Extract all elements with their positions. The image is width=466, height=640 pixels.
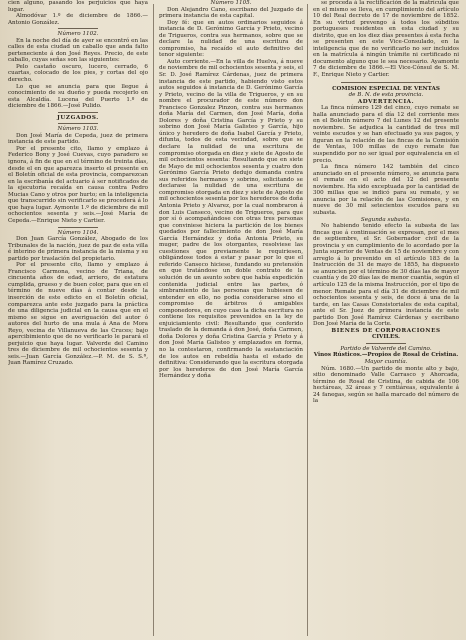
paragraph: Don José María de Cepeda, juez de primera instancia de este partido. (8, 132, 148, 146)
section-subheading: Segunda subasta. (360, 216, 412, 223)
paragraph: Don Juan García González, Abogado de los Tribunales de la nación, juez de paz de esta villa é interino de primera instancia de la misma y su partido por traslación del propietario. (8, 236, 148, 262)
section-subheading: Partido de Valverde del Camino. (340, 345, 432, 352)
paragraph: Por el presente cito, llamo y emplazo á Francisco Carmona, vecino de Triana, de cincuenta años de edad, arriero, de estatura cumplida, grueso y de buen color, para que en el término de nueve días á contar desde la inserción de este edicto en el Boletín oficial, comparezca ante este juzgado para la práctica de una diligencia judicial en la causa que en el mismo se sigue en averiguación del autor ó autores del hurto de una mula á Ana de Mora Reyo, vecina de Villanueva de las Cruces; bajo apercibimiento que de no verificarlo le parará el perjuicio que haya lugar. Valverde del Camino tres de diciembre de mil ochocientos sesenta y seis.—Juan García González.—P. M. de S. S.ª, Juan Ramírez Cruzado. (8, 262, 148, 367)
section-heading: COMISION ESPECIAL DE VENTAS (332, 85, 440, 92)
paragraph: La finca número 129 del cinco, cuyo remate se halla anunciado para el día 12 del corriente mes en el Boletín número 7 del Lunes 12 del presente noviembre. Se adjudica la cantidad de tres mil veinte escudos y se han efectuado ya sus pagos, y figuran en la relación de las fincas de la Comisión de Ventas, 100 millas de cuyo remate fue suspendido por no ser igual por equivalencia en el precio. (313, 105, 459, 164)
section-heading: BIENES DE CORPORACIONES (331, 327, 441, 334)
column-left (8, 0, 148, 640)
paragraph: No habiendo tenido efecto la subasta de las fincas que á continuación se expresan, por el mes de septiembre, el Sr. Gobernador civil de la provincia y en cumplimiento de lo acordado por la Junta superior de Ventas de 15 de noviembre y con arreglo á lo prevenido en el artículo 183 de la Instrucción de 31 de mayo de 1855, ha dispuesto se anuncien por el término de 30 días las de mayor cuantía y de 20 días las de menor cuantía, según el artículo 125 de la misma Instrucción, por el tipo de menor. Remate para el día 31 de diciembre de mil ochocientos sesenta y seis, de doce á una de la tarde, en las Casas Consistoriales de esta capital, ante el Sr. Juez de primera instancia de este partido Don José Ramírez Cárdenas y escribano Don José María de la Corte. (313, 223, 459, 328)
paragraph: Pelo castaño oscuro, lucero, cerrado, 6 cuartas, colocado de los pies, y cortas del ojo derecho. (8, 63, 148, 84)
paragraph: se proceda á la rectificación de la matrícula que en el mismo se lleva, en cumplimiento del artículo 10 del Real decreto de 17 de noviembre de 1852. En su virtud prevengo á todos los súbditos portugueses residentes en esta ciudad y su distrito, que en los diez días presentes á esta fecha se presenten en este Vice-Consulado, en la inteligencia que de no verificarlo no ser incluidos en la matrícula á ningún trámite ni certificado ni documento alguno que le sea necesario. Ayamonte 7 de diciembre de 1866.—El Vice-Cónsul de S. M. F., Enrique Nieto y Cartier. (313, 0, 459, 79)
notice-number: Número 1102. (57, 31, 99, 38)
notice-number: Número 1105. (210, 0, 252, 6)
divider (341, 82, 431, 83)
paragraph: cien alguno, pasando los perjuicios que haya lugar. (8, 0, 148, 13)
section-subheading: de B. N. de esta provincia. (348, 92, 424, 99)
divider (58, 112, 98, 113)
divider (366, 343, 406, 344)
section-subheading: Vinos Rústicos.—Propios de Rosal de Cristina. (313, 352, 459, 359)
paragraph: Almodóvar 1.º de diciembre de 1866.—Antonio González. (8, 13, 148, 26)
section-subheading: Mayor cuantía. (364, 358, 408, 365)
paragraph: Doy fé: que en autos ordinarios seguidos á instancia de D. Gerónimo García y Prieto, vecino de Trigueros, contra sus hermanos, sobre que se declare la nulidad de una escritura de compromiso, ha recaído el auto definitivo del tenor siguiente: (159, 19, 303, 59)
section-heading: JUZGADOS. (57, 114, 99, 121)
paragraph: Don Alejandro Cano, escribano del Juzgado de primera instancia de esta capital. (159, 6, 303, 20)
section-heading: ADVERTENCIA. (357, 98, 415, 105)
paragraph: Lo que se anuncia para que llegue á conocimiento de su dueño y pueda recojerlo en esta Alcaldía. Lucena del Puerto 1.º de diciembre de 1866.—José Pulido. (8, 83, 148, 110)
paragraph: En la noche del día de ayer se encontró en las calles de esta ciudad un caballo que anda falto perteneciente á don José Reyes. Precio, de este caballo, cuyas señas son las siguientes: (8, 37, 148, 64)
paragraph: Núm. 1680.—Un partido de monte alto y bajo, sitio denominado Valle Carrasco y Ahorcada, término de Rosal de Cristina, de cabida de 106 hectáreas, 32 áreas y 7 centiáreas, equivalente á 24 fanegas, según se halla marcado del número de la (313, 365, 459, 405)
paragraph: Por el presente cito, llamo y emplazo á Federico Bony y José Cuevas, cuyo paradero se ignora, á fin de que en el término de treinta días, desde el en que aparezca inserto el presente en el Boletín oficial de esta provincia, comparezcan en la escribanía del actuario á ser notificados de la ejecutoria recaída en causa contra Pedro Mucias Cano y otros por hurto; en la inteligencia que transcurrido sin verificarlo se procederá á lo que haya lugar. Aymonte 1.º de diciembre de mil ochocientos sesenta y seis.—José María de Cepeda.—Enrique Nieto y Cartier. (8, 145, 148, 224)
paragraph: Auto corriente.—En la villa de Huelva, á nueve de noviembre de mil ochocientos sesenta y seis, el Sr. D. José Ramírez Cárdenas, juez de primera instancia de este partido, habiendo visto estos autos seguidos á instancia de D. Gerónimo García y Prieto, vecino de la villa de Trigueros, y en su nombre el procurador de este número don Francisco Gonzalez Pinzon, contra sus hermanos doña María del Carmen, don José María, doña Dolores y doña Cristina García y Prieto y su sobrino don José María Galisteo y García, hijo único y heredero de doña Isabel García y Prieto, difunta, todos de esta vecindad, sobre que se declare la nulidad de una escritura de compromiso otorgada en diez y siete de Agosto de mil ochocientos sesenta: Resultando que en siete de Mayo de mil ochocientos sesenta y cuatro don Gerónimo García Prieto dedujo demanda contra sus referidos hermanos y sobrino, solicitando se declarase la nulidad de una escritura de compromiso otorgada en diez y siete de Agosto de mil ochocientos sesenta por los herederos de doña Antonia Prieto y Alvarez, por la cual nombraron á don Luis Canseco, vecino de Trigueros, para que por sí ó acompañándose con otras tres personas que conviniese hiciera la partición de los bienes quedados por fallecimiento de don José María García Hernández y doña Antonia Prieto, su muger, padre de los otorgantes, resolviese las cuestiones que previamente le requiriesen, obligándose todos á estar y pasar por lo que el referido Canseco hiciese, fundando su pretensión en que tratándose un doble contrato de la solución de un asunto sobre que había expedición contenida judicial entre las partes, ó simbramiento de las personas que hubiesen de entender en ello, no podia considerarse sino el compromiso de árbitros ó amigables componedores, en cuyo caso la dicha escritura no contiene los requisitos prevenidos en la ley de enjuiciamiento civil: Resultando que conferido traslado de la demanda á don José, doña Carmen, doña Dolores y doña Cristina García y Prieto y á don José María Galisteo y emplazados en forma, no la contestaron, confirmando la sustanciación de los autos en rebeldía hasta el estado de definitiva: Considerando que la escritura otorgada por los herederos de don José María García Hernández y doña (159, 58, 303, 380)
notice-number: Número 1103. (57, 126, 99, 133)
notice-number: Número 1104. (57, 229, 99, 236)
divider (58, 123, 98, 124)
column-rule (153, 4, 154, 636)
divider (58, 28, 98, 29)
divider (58, 227, 98, 228)
paragraph: La finca número 142 también del cinco anunciado en el presente número, se anuncia para el remate en el acto del 12 del presente noviembre. Ha sido exceptuada por la cantidad de 300 millas que se indicó para su remate, y se anuncia por la relación de las Comisiones, y en nueve de 30 mil setecientos escudos para su subasta. (313, 164, 459, 216)
column-middle (159, 0, 303, 640)
column-right (313, 0, 459, 640)
column-rule (307, 4, 308, 636)
section-heading: CIVILES. (371, 334, 400, 341)
